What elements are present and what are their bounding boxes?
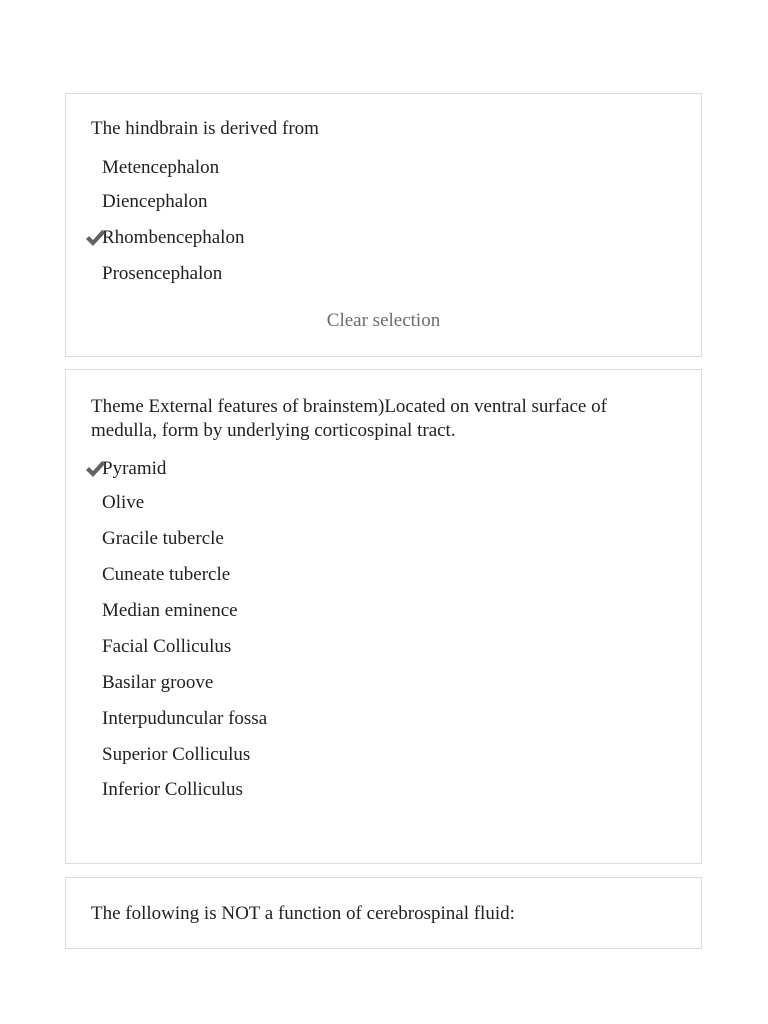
option-facial-colliculus[interactable]: [102, 634, 231, 660]
option-basilar-groove[interactable]: [102, 670, 213, 696]
option-label: Gracile tubercle: [102, 528, 224, 549]
option-label: Cuneate tubercle: [102, 564, 231, 585]
option-label: Olive: [102, 492, 145, 513]
option-diencephalon[interactable]: [102, 189, 208, 215]
option-label: Diencephalon: [102, 191, 208, 212]
option-pyramid[interactable]: [102, 456, 166, 482]
option-label: Basilar groove: [102, 672, 214, 693]
option-label: Superior Colliculus: [102, 744, 251, 765]
option-label: Interpuduncular fossa: [102, 708, 268, 729]
option-inferior-colliculus[interactable]: [102, 777, 243, 803]
option-label: Prosencephalon: [102, 263, 223, 284]
option-superior-colliculus[interactable]: [102, 742, 250, 768]
option-label: Rhombencephalon: [102, 227, 245, 248]
question-card-3: [65, 877, 702, 949]
option-prosencephalon[interactable]: [102, 261, 222, 287]
question-card-1: [65, 93, 702, 357]
option-metencephalon[interactable]: [102, 155, 219, 181]
option-label: Metencephalon: [102, 157, 220, 178]
option-median-eminence[interactable]: [102, 598, 238, 624]
option-cuneate-tubercle[interactable]: [102, 562, 230, 588]
question-text: Theme External features of brainstem)Located on ventral surface of medulla, form by underlying corticospinal tract.: [91, 396, 607, 441]
option-rhombencephalon[interactable]: [102, 225, 244, 251]
checkmark-icon: [85, 460, 105, 478]
checkmark-icon: [85, 229, 105, 247]
option-interpuduncular-fossa[interactable]: [102, 706, 267, 732]
option-gracile-tubercle[interactable]: [102, 526, 224, 552]
option-label: Facial Colliculus: [102, 636, 232, 657]
option-label: Inferior Colliculus: [102, 779, 243, 800]
option-label: Pyramid: [102, 458, 167, 479]
clear-selection-button[interactable]: Clear selection: [66, 309, 701, 333]
question-text: The following is NOT a function of cerebrospinal fluid:: [91, 903, 515, 924]
option-olive[interactable]: [102, 490, 144, 516]
question-text: The hindbrain is derived from: [91, 118, 319, 139]
option-label: Median eminence: [102, 600, 238, 621]
question-card-2: [65, 369, 702, 864]
